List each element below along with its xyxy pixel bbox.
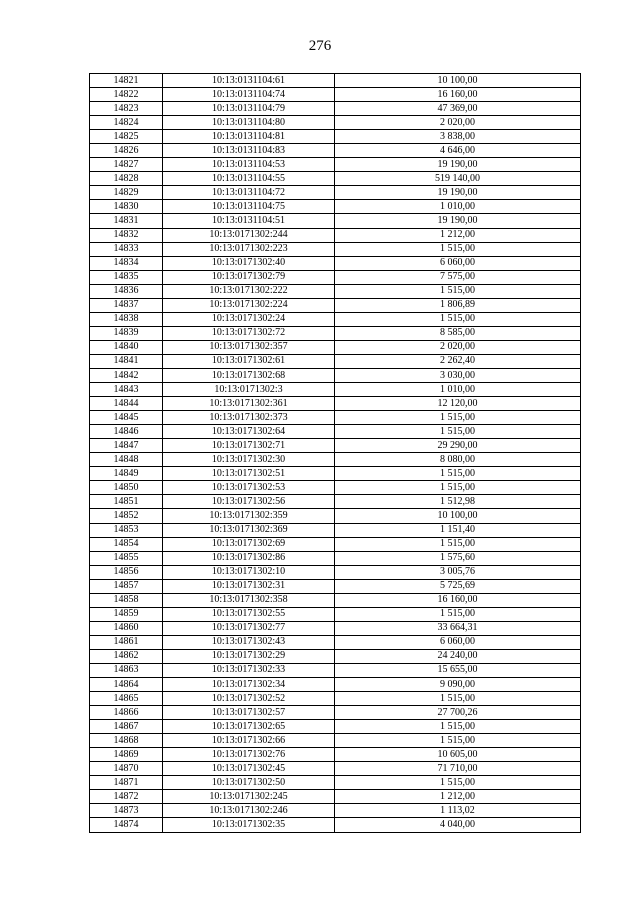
value-cell: 6 060,00 xyxy=(335,635,581,649)
table-row xyxy=(90,523,581,537)
data-table xyxy=(89,73,581,833)
cadastral-number-cell: 10:13:0131104:81 xyxy=(163,130,335,144)
value-cell: 1 010,00 xyxy=(335,383,581,397)
value-cell: 10 100,00 xyxy=(335,74,581,88)
value-cell: 27 700,26 xyxy=(335,706,581,720)
value-cell: 1 515,00 xyxy=(335,607,581,621)
row-number-cell: 14846 xyxy=(90,425,163,439)
value-cell: 8 080,00 xyxy=(335,453,581,467)
table-row xyxy=(90,481,581,495)
row-number-cell: 14835 xyxy=(90,270,163,284)
value-cell: 33 664,31 xyxy=(335,621,581,635)
table-row xyxy=(90,172,581,186)
row-number-cell: 14836 xyxy=(90,284,163,298)
row-number-cell: 14830 xyxy=(90,200,163,214)
cadastral-number-cell: 10:13:0171302:30 xyxy=(163,453,335,467)
cadastral-number-cell: 10:13:0171302:222 xyxy=(163,284,335,298)
table-row xyxy=(90,284,581,298)
row-number-cell: 14852 xyxy=(90,509,163,523)
value-cell: 1 515,00 xyxy=(335,284,581,298)
row-number-cell: 14855 xyxy=(90,551,163,565)
table-row xyxy=(90,130,581,144)
table-row xyxy=(90,649,581,663)
table-row xyxy=(90,706,581,720)
row-number-cell: 14865 xyxy=(90,692,163,706)
table-row xyxy=(90,818,581,832)
table-row xyxy=(90,74,581,88)
table-row xyxy=(90,678,581,692)
value-cell: 10 100,00 xyxy=(335,509,581,523)
row-number-cell: 14840 xyxy=(90,340,163,354)
table-row xyxy=(90,298,581,312)
value-cell: 71 710,00 xyxy=(335,762,581,776)
value-cell: 3 005,76 xyxy=(335,565,581,579)
table-row xyxy=(90,537,581,551)
value-cell: 7 575,00 xyxy=(335,270,581,284)
table-row xyxy=(90,635,581,649)
row-number-cell: 14866 xyxy=(90,706,163,720)
cadastral-number-cell: 10:13:0131104:61 xyxy=(163,74,335,88)
cadastral-number-cell: 10:13:0131104:55 xyxy=(163,172,335,186)
cadastral-number-cell: 10:13:0171302:57 xyxy=(163,706,335,720)
cadastral-number-cell: 10:13:0131104:83 xyxy=(163,144,335,158)
cadastral-number-cell: 10:13:0171302:43 xyxy=(163,635,335,649)
table-row xyxy=(90,88,581,102)
table-row xyxy=(90,200,581,214)
value-cell: 19 190,00 xyxy=(335,186,581,200)
row-number-cell: 14874 xyxy=(90,818,163,832)
cadastral-number-cell: 10:13:0171302:65 xyxy=(163,720,335,734)
table-row xyxy=(90,579,581,593)
cadastral-number-cell: 10:13:0171302:357 xyxy=(163,340,335,354)
row-number-cell: 14822 xyxy=(90,88,163,102)
cadastral-number-cell: 10:13:0171302:64 xyxy=(163,425,335,439)
cadastral-number-cell: 10:13:0171302:369 xyxy=(163,523,335,537)
row-number-cell: 14861 xyxy=(90,635,163,649)
table-row xyxy=(90,804,581,818)
cadastral-number-cell: 10:13:0171302:72 xyxy=(163,326,335,340)
table-row xyxy=(90,551,581,565)
value-cell: 19 190,00 xyxy=(335,158,581,172)
value-cell: 1 515,00 xyxy=(335,537,581,551)
value-cell: 1 515,00 xyxy=(335,312,581,326)
row-number-cell: 14850 xyxy=(90,481,163,495)
cadastral-number-cell: 10:13:0171302:34 xyxy=(163,678,335,692)
table-row xyxy=(90,509,581,523)
table-row xyxy=(90,734,581,748)
row-number-cell: 14829 xyxy=(90,186,163,200)
row-number-cell: 14867 xyxy=(90,720,163,734)
value-cell: 16 160,00 xyxy=(335,88,581,102)
row-number-cell: 14839 xyxy=(90,326,163,340)
cadastral-number-cell: 10:13:0131104:75 xyxy=(163,200,335,214)
row-number-cell: 14859 xyxy=(90,607,163,621)
row-number-cell: 14862 xyxy=(90,649,163,663)
cadastral-number-cell: 10:13:0171302:66 xyxy=(163,734,335,748)
row-number-cell: 14863 xyxy=(90,663,163,677)
cadastral-number-cell: 10:13:0171302:51 xyxy=(163,467,335,481)
value-cell: 12 120,00 xyxy=(335,397,581,411)
value-cell: 3 030,00 xyxy=(335,368,581,382)
value-cell: 1 212,00 xyxy=(335,790,581,804)
cadastral-number-cell: 10:13:0131104:79 xyxy=(163,102,335,116)
table-row xyxy=(90,397,581,411)
cadastral-number-cell: 10:13:0171302:3 xyxy=(163,383,335,397)
value-cell: 1 515,00 xyxy=(335,776,581,790)
row-number-cell: 14831 xyxy=(90,214,163,228)
row-number-cell: 14857 xyxy=(90,579,163,593)
row-number-cell: 14854 xyxy=(90,537,163,551)
cadastral-number-cell: 10:13:0171302:55 xyxy=(163,607,335,621)
cadastral-number-cell: 10:13:0171302:244 xyxy=(163,228,335,242)
value-cell: 1 515,00 xyxy=(335,720,581,734)
cadastral-number-cell: 10:13:0171302:69 xyxy=(163,537,335,551)
row-number-cell: 14832 xyxy=(90,228,163,242)
table-row xyxy=(90,467,581,481)
table-row xyxy=(90,776,581,790)
value-cell: 1 512,98 xyxy=(335,495,581,509)
row-number-cell: 14842 xyxy=(90,368,163,382)
value-cell: 2 020,00 xyxy=(335,340,581,354)
row-number-cell: 14844 xyxy=(90,397,163,411)
table-row xyxy=(90,354,581,368)
table-row xyxy=(90,720,581,734)
row-number-cell: 14851 xyxy=(90,495,163,509)
value-cell: 16 160,00 xyxy=(335,593,581,607)
table-row xyxy=(90,762,581,776)
table-row xyxy=(90,383,581,397)
row-number-cell: 14824 xyxy=(90,116,163,130)
value-cell: 29 290,00 xyxy=(335,439,581,453)
value-cell: 1 212,00 xyxy=(335,228,581,242)
value-cell: 1 010,00 xyxy=(335,200,581,214)
value-cell: 1 515,00 xyxy=(335,411,581,425)
table-row xyxy=(90,228,581,242)
row-number-cell: 14860 xyxy=(90,621,163,635)
table-row xyxy=(90,790,581,804)
table-row xyxy=(90,565,581,579)
cadastral-number-cell: 10:13:0131104:80 xyxy=(163,116,335,130)
cadastral-number-cell: 10:13:0171302:61 xyxy=(163,354,335,368)
row-number-cell: 14873 xyxy=(90,804,163,818)
cadastral-number-cell: 10:13:0171302:35 xyxy=(163,818,335,832)
table-row xyxy=(90,748,581,762)
row-number-cell: 14827 xyxy=(90,158,163,172)
row-number-cell: 14828 xyxy=(90,172,163,186)
value-cell: 2 262,40 xyxy=(335,354,581,368)
row-number-cell: 14869 xyxy=(90,748,163,762)
table-row xyxy=(90,242,581,256)
cadastral-number-cell: 10:13:0171302:68 xyxy=(163,368,335,382)
row-number-cell: 14872 xyxy=(90,790,163,804)
row-number-cell: 14823 xyxy=(90,102,163,116)
cadastral-number-cell: 10:13:0171302:224 xyxy=(163,298,335,312)
table-row xyxy=(90,102,581,116)
value-cell: 10 605,00 xyxy=(335,748,581,762)
value-cell: 1 515,00 xyxy=(335,467,581,481)
row-number-cell: 14858 xyxy=(90,593,163,607)
value-cell: 1 515,00 xyxy=(335,425,581,439)
table-row xyxy=(90,340,581,354)
row-number-cell: 14841 xyxy=(90,354,163,368)
table-row xyxy=(90,214,581,228)
cadastral-number-cell: 10:13:0171302:29 xyxy=(163,649,335,663)
value-cell: 19 190,00 xyxy=(335,214,581,228)
table-row xyxy=(90,158,581,172)
cadastral-number-cell: 10:13:0131104:72 xyxy=(163,186,335,200)
cadastral-number-cell: 10:13:0171302:86 xyxy=(163,551,335,565)
cadastral-number-cell: 10:13:0171302:359 xyxy=(163,509,335,523)
cadastral-number-cell: 10:13:0171302:246 xyxy=(163,804,335,818)
table-row xyxy=(90,144,581,158)
value-cell: 15 655,00 xyxy=(335,663,581,677)
value-cell: 3 838,00 xyxy=(335,130,581,144)
cadastral-number-cell: 10:13:0171302:223 xyxy=(163,242,335,256)
row-number-cell: 14849 xyxy=(90,467,163,481)
value-cell: 9 090,00 xyxy=(335,678,581,692)
value-cell: 4 646,00 xyxy=(335,144,581,158)
row-number-cell: 14825 xyxy=(90,130,163,144)
table-row xyxy=(90,116,581,130)
cadastral-number-cell: 10:13:0171302:10 xyxy=(163,565,335,579)
table-row xyxy=(90,425,581,439)
cadastral-number-cell: 10:13:0171302:56 xyxy=(163,495,335,509)
row-number-cell: 14870 xyxy=(90,762,163,776)
value-cell: 1 806,89 xyxy=(335,298,581,312)
value-cell: 1 151,40 xyxy=(335,523,581,537)
value-cell: 5 725,69 xyxy=(335,579,581,593)
table-row xyxy=(90,326,581,340)
cadastral-number-cell: 10:13:0171302:24 xyxy=(163,312,335,326)
value-cell: 24 240,00 xyxy=(335,649,581,663)
row-number-cell: 14871 xyxy=(90,776,163,790)
row-number-cell: 14868 xyxy=(90,734,163,748)
cadastral-number-cell: 10:13:0171302:31 xyxy=(163,579,335,593)
cadastral-number-cell: 10:13:0171302:79 xyxy=(163,270,335,284)
row-number-cell: 14837 xyxy=(90,298,163,312)
cadastral-number-cell: 10:13:0171302:76 xyxy=(163,748,335,762)
row-number-cell: 14821 xyxy=(90,74,163,88)
value-cell: 1 515,00 xyxy=(335,734,581,748)
table-row xyxy=(90,621,581,635)
value-cell: 1 515,00 xyxy=(335,242,581,256)
table-row xyxy=(90,312,581,326)
page-number: 276 xyxy=(308,38,332,54)
cadastral-number-cell: 10:13:0131104:74 xyxy=(163,88,335,102)
value-cell: 6 060,00 xyxy=(335,256,581,270)
cadastral-number-cell: 10:13:0171302:50 xyxy=(163,776,335,790)
table-row xyxy=(90,453,581,467)
cadastral-number-cell: 10:13:0171302:33 xyxy=(163,663,335,677)
value-cell: 8 585,00 xyxy=(335,326,581,340)
value-cell: 1 515,00 xyxy=(335,692,581,706)
row-number-cell: 14853 xyxy=(90,523,163,537)
cadastral-number-cell: 10:13:0171302:77 xyxy=(163,621,335,635)
table-row xyxy=(90,439,581,453)
table-row xyxy=(90,663,581,677)
table-row xyxy=(90,593,581,607)
cadastral-number-cell: 10:13:0171302:358 xyxy=(163,593,335,607)
table-body xyxy=(90,74,581,833)
cadastral-number-cell: 10:13:0171302:245 xyxy=(163,790,335,804)
cadastral-number-cell: 10:13:0171302:45 xyxy=(163,762,335,776)
table-row xyxy=(90,411,581,425)
cadastral-number-cell: 10:13:0171302:53 xyxy=(163,481,335,495)
value-cell: 1 575,60 xyxy=(335,551,581,565)
row-number-cell: 14843 xyxy=(90,383,163,397)
value-cell: 519 140,00 xyxy=(335,172,581,186)
table-row xyxy=(90,270,581,284)
value-cell: 2 020,00 xyxy=(335,116,581,130)
row-number-cell: 14845 xyxy=(90,411,163,425)
cadastral-number-cell: 10:13:0171302:373 xyxy=(163,411,335,425)
row-number-cell: 14848 xyxy=(90,453,163,467)
cadastral-number-cell: 10:13:0131104:51 xyxy=(163,214,335,228)
table-row xyxy=(90,256,581,270)
table-row xyxy=(90,495,581,509)
value-cell: 47 369,00 xyxy=(335,102,581,116)
cadastral-number-cell: 10:13:0171302:52 xyxy=(163,692,335,706)
row-number-cell: 14838 xyxy=(90,312,163,326)
row-number-cell: 14833 xyxy=(90,242,163,256)
row-number-cell: 14834 xyxy=(90,256,163,270)
row-number-cell: 14856 xyxy=(90,565,163,579)
value-cell: 1 113,02 xyxy=(335,804,581,818)
row-number-cell: 14847 xyxy=(90,439,163,453)
row-number-cell: 14826 xyxy=(90,144,163,158)
table-row xyxy=(90,186,581,200)
row-number-cell: 14864 xyxy=(90,678,163,692)
cadastral-number-cell: 10:13:0171302:361 xyxy=(163,397,335,411)
cadastral-number-cell: 10:13:0131104:53 xyxy=(163,158,335,172)
table-row xyxy=(90,607,581,621)
value-cell: 1 515,00 xyxy=(335,481,581,495)
cadastral-number-cell: 10:13:0171302:71 xyxy=(163,439,335,453)
table-row xyxy=(90,368,581,382)
table-row xyxy=(90,692,581,706)
value-cell: 4 040,00 xyxy=(335,818,581,832)
cadastral-number-cell: 10:13:0171302:40 xyxy=(163,256,335,270)
